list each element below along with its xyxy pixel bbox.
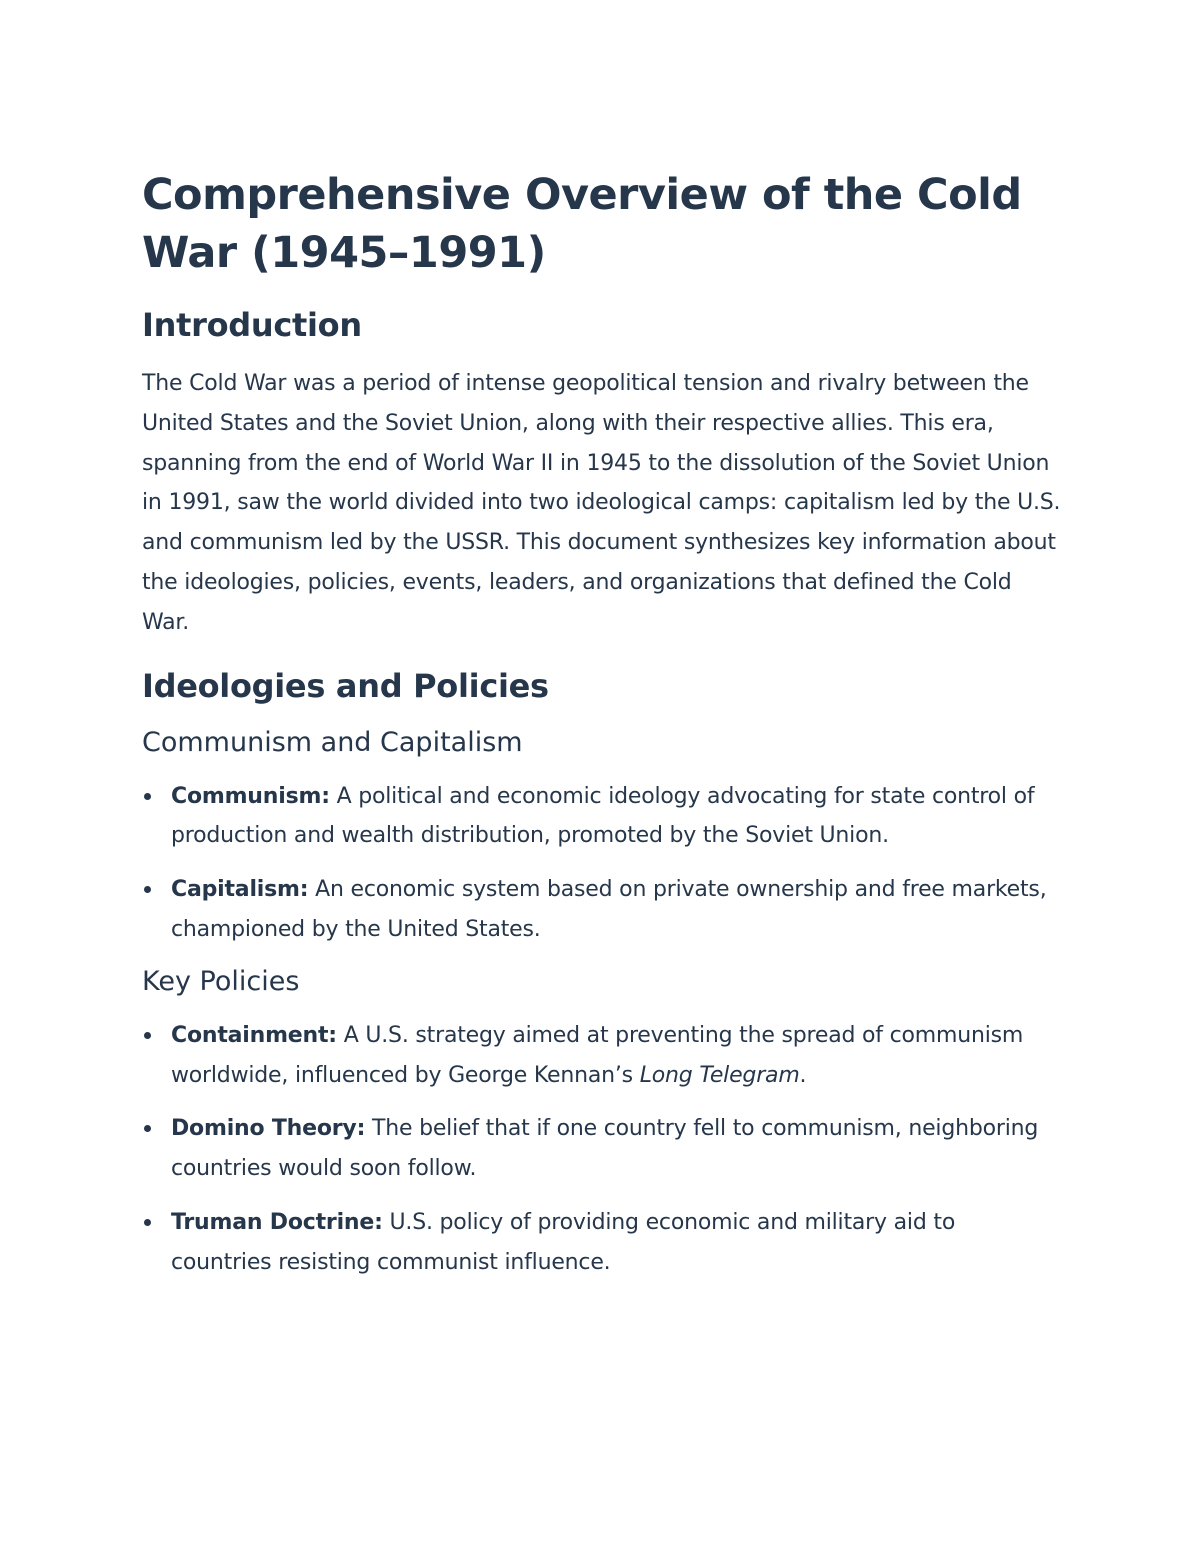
bullet-icon	[144, 793, 151, 800]
communism-capitalism-heading: Communism and Capitalism	[142, 726, 523, 758]
bullet-icon	[144, 1032, 151, 1039]
term-domino-theory: Domino Theory:	[171, 1116, 366, 1142]
introduction-paragraph: The Cold War was a period of intense geopolitical tension and rivalry between the United States and the Soviet Union, along with their respective allies. This era, spanning from the end of World War II in 1945 to the dissolution of the Soviet Union in 1991, saw the world divided into two ideological camps: capitalism led by the U.S. and communism led by the USSR. This document synthesizes key information about the ideologies, policies, events, leaders, and organizations that defined the Cold War.	[142, 371, 1061, 635]
ideologies-policies-heading: Ideologies and Policies	[142, 666, 549, 705]
definition-containment: A U.S. strategy aimed at preventing the spread of communism worldwide, influenced by George Kennan’s	[171, 1022, 1024, 1088]
list-item-capitalism	[142, 870, 1062, 950]
list-item-domino-theory	[142, 1109, 1062, 1189]
list-item-communism	[142, 777, 1062, 857]
list-item-containment	[142, 1016, 1062, 1096]
introduction-heading: Introduction	[142, 306, 362, 344]
definition-capitalism: An economic system based on private ownership and free markets, championed by the United States.	[171, 877, 1047, 942]
bullet-icon	[144, 886, 151, 893]
definition-containment-end: .	[799, 1062, 807, 1088]
term-capitalism: Capitalism:	[171, 877, 309, 903]
document-title: Comprehensive Overview of the Cold War (1945–1991)	[142, 170, 1022, 278]
document-page	[142, 166, 1062, 1297]
bullet-icon	[144, 1219, 151, 1226]
long-telegram-title: Long Telegram	[639, 1062, 800, 1088]
policy-list	[142, 1016, 1062, 1283]
key-policies-heading: Key Policies	[142, 965, 300, 997]
definition-domino-theory: The belief that if one country fell to communism, neighboring countries would soon follow.	[171, 1116, 1039, 1182]
list-item-truman-doctrine	[142, 1203, 1062, 1283]
term-containment: Containment:	[171, 1022, 337, 1048]
definition-communism: A political and economic ideology advocating for state control of production and wealth distribution, promoted by the Soviet Union.	[171, 783, 1035, 849]
term-truman-doctrine: Truman Doctrine:	[171, 1209, 383, 1235]
term-communism: Communism:	[171, 783, 330, 809]
definition-truman-doctrine: U.S. policy of providing economic and military aid to countries resisting communist influence.	[171, 1209, 956, 1275]
ideology-list	[142, 777, 1062, 950]
bullet-icon	[144, 1125, 151, 1132]
